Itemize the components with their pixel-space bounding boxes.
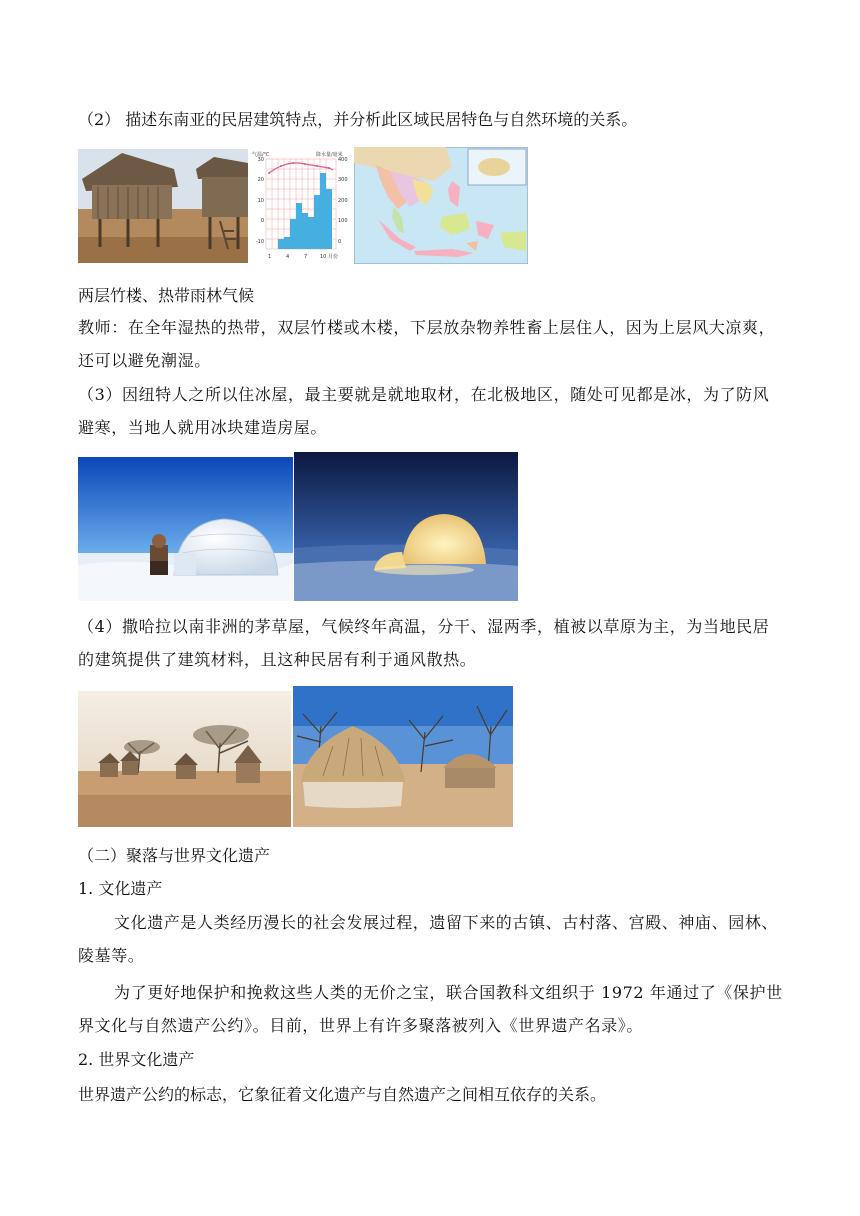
stilt-house-photo	[78, 149, 248, 263]
thatched-hut-photo	[293, 686, 513, 827]
igloo-daytime-photo	[78, 457, 293, 601]
southeast-asia-map	[354, 147, 528, 264]
x-tick-label: 7	[304, 254, 308, 260]
question-2: （2） 描述东南亚的民居建筑特点，并分析此区域民居特色与自然环境的关系。	[78, 110, 638, 129]
precipitation-axis-title: 降水量/毫米	[316, 152, 343, 158]
x-tick-label: 1	[268, 254, 272, 260]
left-tick-label: 10	[257, 198, 264, 204]
section-heading: （二）聚落与世界文化遗产	[78, 846, 271, 865]
subheading-world-heritage: 2. 世界文化遗产	[78, 1050, 195, 1069]
x-tick-label: 10 月份	[320, 254, 338, 260]
right-tick-label: 300	[338, 177, 348, 183]
right-tick-label: 200	[338, 198, 348, 204]
climate-chart	[250, 149, 352, 263]
left-tick-label: 0	[260, 218, 264, 224]
right-tick-label: 400	[338, 157, 348, 163]
left-tick-label: 30	[257, 157, 264, 163]
question-4: （4）撒哈拉以南非洲的茅草屋，气候终年高温，分干、湿两季，植被以草原为主，为当地民居的建筑提供了建筑材料，且这种民居有利于通风散热。	[78, 617, 770, 669]
paragraph-cultural-heritage: 文化遗产是人类经历漫长的社会发展过程，遗留下来的古镇、古村落、宫殿、神庙、园林、陵墓等。	[78, 913, 779, 965]
temperature-axis-title: 气温/℃	[252, 152, 270, 158]
igloo-night-photo	[294, 452, 518, 601]
question-3: （3）因纽特人之所以住冰屋，最主要就是就地取材，在北极地区，随处可见都是冰，为了防风避寒，当地人就用冰块建造房屋。	[78, 385, 770, 437]
subheading-cultural-heritage: 1. 文化遗产	[78, 879, 163, 898]
african-huts-photo	[78, 691, 291, 827]
right-tick-label: 0	[338, 239, 342, 245]
left-tick-label: -10	[255, 239, 264, 245]
paragraph-convention: 为了更好地保护和挽救这些人类的无价之宝，联合国教科文组织于 1972 年通过了《保护世界文化与自然遗产公约》。目前，世界上有许多聚落被列入《世界遗产名录》。	[78, 983, 783, 1035]
paragraph-emblem: 世界遗产公约的标志，它象征着文化遗产与自然遗产之间相互依存的关系。	[78, 1085, 607, 1104]
right-tick-label: 100	[338, 218, 348, 224]
teacher-explanation: 教师：在全年湿热的热带，双层竹楼或木楼，下层放杂物养牲畜上层住人，因为上层风大凉爽，还可以避免潮湿。	[78, 318, 776, 370]
left-tick-label: 20	[257, 177, 264, 183]
x-tick-label: 4	[286, 254, 290, 260]
caption-southeast-asia: 两层竹楼、热带雨林气候	[78, 286, 255, 305]
